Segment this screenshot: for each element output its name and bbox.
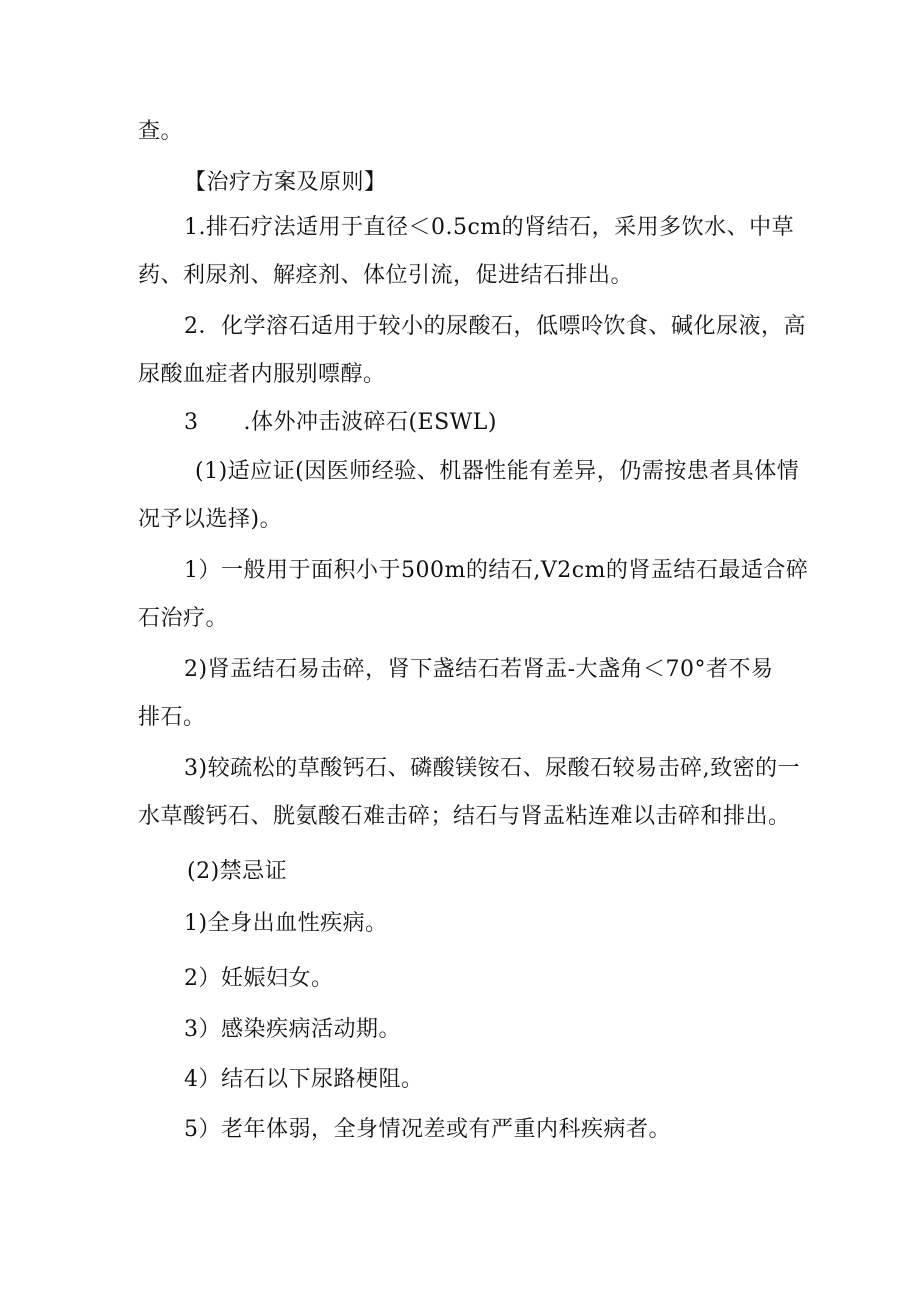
- text-line-indication-3: 3)较疏松的草酸钙石、磷酸镁铵石、尿酸石较易击碎,致密的一: [184, 756, 801, 781]
- section-heading: 【治疗方案及原则】: [184, 170, 387, 195]
- text-line-item-3: 3 .体外冲击波碎石(ESWL): [184, 410, 497, 435]
- text-line-continuation: 查。: [138, 119, 184, 144]
- text-line-indication-3-cont: 水草酸钙石、胱氨酸石难击碎；结石与肾盂粘连难以击碎和排出。: [138, 804, 791, 829]
- text-line-item-2: 2．化学溶石适用于较小的尿酸石，低嘌呤饮食、碱化尿液，高: [184, 314, 806, 339]
- text-line-item-1-cont: 药、利尿剂、解痉剂、体位引流，促进结石排出。: [138, 263, 634, 288]
- text-line-contraindications: (2)禁忌证: [187, 859, 288, 884]
- text-line-indication-2: 2)肾盂结石易击碎，肾下盏结石若肾盂-大盏角＜70°者不易: [184, 657, 774, 682]
- text-line-indications: (1)适应证(因医师经验、机器性能有差异，仍需按患者具体情: [195, 459, 800, 484]
- text-line-indication-1: 1）一般用于面积小于500m的结石,V2cm的肾盂结石最适合碎: [184, 558, 809, 583]
- text-line-contra-4: 4）结石以下尿路梗阻。: [184, 1067, 424, 1092]
- text-line-contra-3: 3）感染疾病活动期。: [184, 1017, 401, 1042]
- text-line-contra-5: 5）老年体弱，全身情况差或有严重内科疾病者。: [184, 1117, 671, 1142]
- text-line-contra-1: 1)全身出血性疾病。: [184, 911, 388, 936]
- text-line-indication-1-cont: 石治疗。: [138, 606, 229, 631]
- text-line-indication-2-cont: 排石。: [138, 705, 206, 730]
- text-line-contra-2: 2）妊娠妇女。: [184, 966, 334, 991]
- text-line-indications-cont: 况予以选择)。: [138, 507, 283, 532]
- text-line-item-2-cont: 尿酸血症者内服别嘌醇。: [138, 362, 386, 387]
- text-line-item-1: 1.排石疗法适用于直径＜0.5cm的肾结石，采用多饮水、中草: [184, 215, 795, 240]
